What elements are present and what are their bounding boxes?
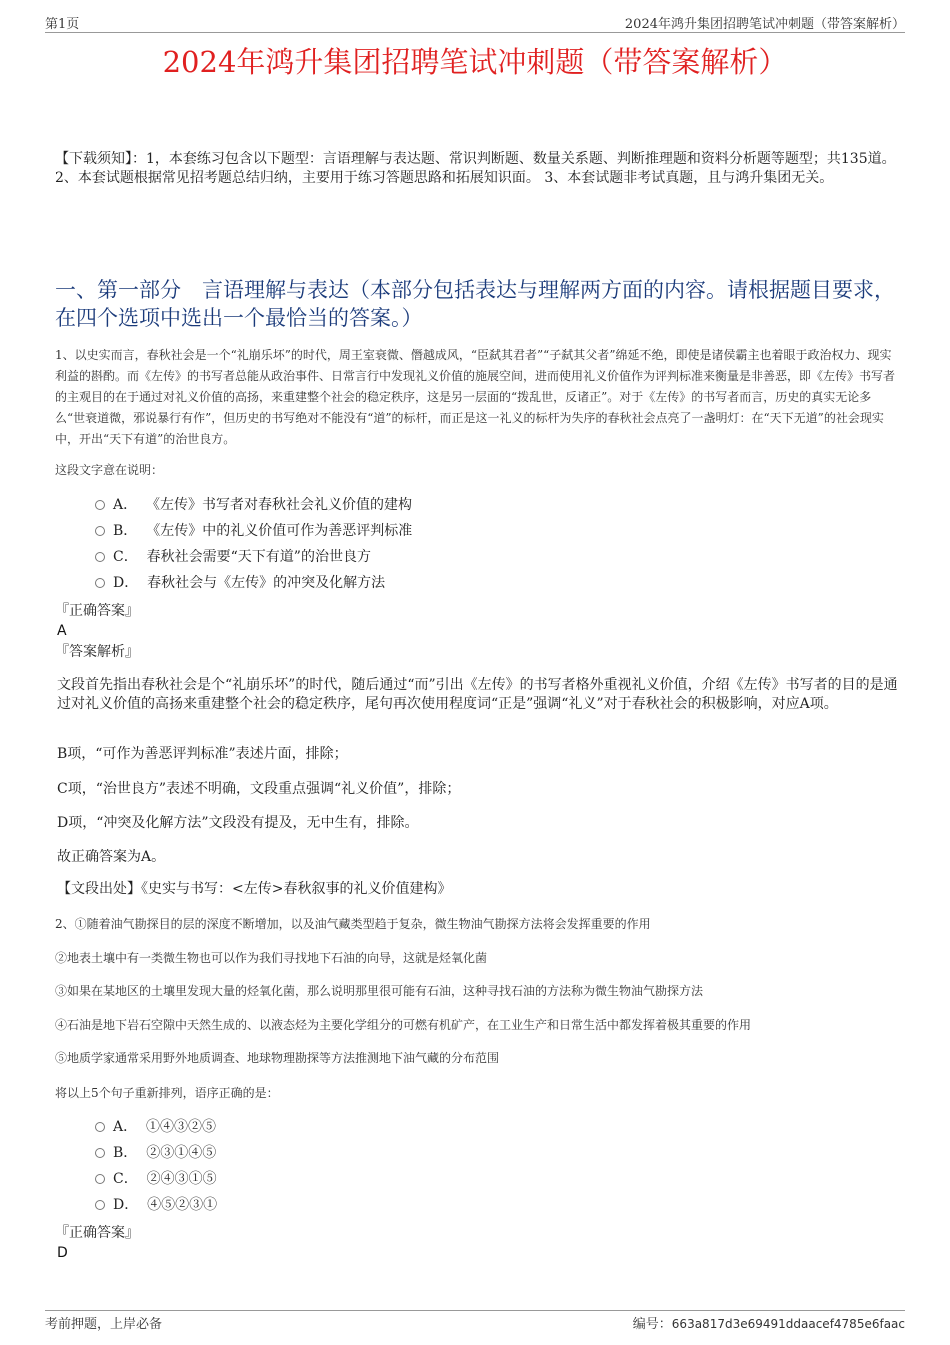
- q2-option-b[interactable]: B． ②③①④⑤: [95, 1143, 216, 1163]
- radio-icon[interactable]: [95, 578, 105, 588]
- download-notice: 【下载须知】：1，本套练习包含以下题型：言语理解与表达题、常识判断题、数量关系题、判断推理题和资料分析题等题型；共135道。 2、本套试题根据常见招考题总结归纳，主要用于练习答题思路和拓展知识面。 3、本套试题非考试真题，且与鸿升集团无关。: [55, 151, 896, 186]
- question-2-prompt: 将以上5个句子重新排列，语序正确的是：: [55, 1086, 279, 1100]
- q2-option-c[interactable]: C． ②④③①⑤: [95, 1169, 217, 1189]
- question-1-prompt: 这段文字意在说明：: [55, 463, 164, 477]
- question-2-line-5: ⑤地质学家通常采用野外地质调查、地球物理勘探等方法推测地下油气藏的分布范围: [55, 1051, 500, 1065]
- footer-code-label: 编号：: [632, 1317, 672, 1332]
- footer-code-value: 663a817d3e69491ddaacef4785e6faac: [671, 1317, 905, 1331]
- q1-option-c[interactable]: C． 春秋社会需要“天下有道”的治世良方: [95, 547, 371, 567]
- footer-slogan: 考前押题，上岸必备: [45, 1317, 163, 1332]
- q1-analysis-c: C项，“治世良方”表述不明确，文段重点强调“礼义价值”，排除；: [57, 781, 461, 797]
- question-1-stem: 1、以史实而言，春秋社会是一个“礼崩乐坏”的时代，周王室衰微、僭越成风，“臣弑其君者”“子弑其父者”绵延不绝，即使是诸侯霸主也着眼于政治权力、现实利益的斟酌。而《左传》的书写者总能从政治事件、日常言行中发现礼义价值的施展空间，进而使用礼义价值作为评判标准来衡量是非善恶，即《左传》书写者的主观目的在于通过对礼义价值的高扬，来重建整个社会的稳定秩序，这是另一层面的“拨乱世，反诸正”。对于《左传》的书写者而言，历史的真实无论多么“世衰道微，邪说暴行有作”，但历史的书写绝对不能没有“道”的标杆，而正是这一礼义的标杆为失序的春秋社会点亮了一盏明灯：在“天下无道”的社会现实中，开出“天下有道”的治世良方。: [55, 348, 896, 446]
- q1-source: 【文段出处】《史实与书写：<左传>春秋叙事的礼义价值建构》: [57, 881, 452, 897]
- question-2-line-2: ②地表土壤中有一类微生物也可以作为我们寻找地下石油的向导，这就是烃氧化菌: [55, 951, 488, 965]
- q1-analysis-b: B项，“可作为善恶评判标准”表述片面，排除；: [57, 746, 348, 762]
- q2-option-a[interactable]: A． ①④③②⑤: [95, 1117, 216, 1137]
- page-title: 2024年鸿升集团招聘笔试冲刺题（带答案解析）: [162, 45, 788, 79]
- footer-rule: [45, 1310, 905, 1311]
- radio-icon[interactable]: [95, 1174, 105, 1184]
- q2-answer: D: [57, 1245, 68, 1261]
- q1-answer-label: 『正确答案』: [55, 603, 139, 619]
- q1-analysis-main: 文段首先指出春秋社会是个“礼崩乐坏”的时代，随后通过“而”引出《左传》的书写者格外重视礼义价值，介绍《左传》书写者的目的是通过对礼义价值的高扬来重建整个社会的稳定秩序，尾句再次使用程度词“正是”强调“礼义”对于春秋社会的积极影响，对应A项。: [57, 677, 898, 712]
- footer-code: [633, 1313, 905, 1332]
- question-2-line-4: ④石油是地下岩石空隙中天然生成的、以液态烃为主要化学组分的可燃有机矿产，在工业生产和日常生活中都发挥着极其重要的作用: [55, 1018, 752, 1032]
- header-doc-name: 2024年鸿升集团招聘笔试冲刺题（带答案解析）: [624, 17, 905, 32]
- q1-analysis-d: D项，“冲突及化解方法”文段没有提及，无中生有，排除。: [57, 815, 419, 831]
- q1-answer: A: [57, 623, 67, 639]
- question-2-line-3: ③如果在某地区的土壤里发现大量的烃氧化菌，那么说明那里很可能有石油，这种寻找石油的方法称为微生物油气勘探方法: [55, 984, 704, 998]
- q2-answer-label: 『正确答案』: [55, 1225, 139, 1241]
- radio-icon[interactable]: [95, 526, 105, 536]
- q1-analysis-conclusion: 故正确答案为A。: [57, 849, 166, 865]
- q1-option-d[interactable]: D． 春秋社会与《左传》的冲突及化解方法: [95, 573, 385, 593]
- radio-icon[interactable]: [95, 1122, 105, 1132]
- q2-option-d[interactable]: D． ④⑤②③①: [95, 1195, 217, 1215]
- radio-icon[interactable]: [95, 500, 105, 510]
- header-rule: [45, 32, 905, 33]
- page-number: 第1页: [45, 17, 80, 32]
- radio-icon[interactable]: [95, 552, 105, 562]
- q1-option-a[interactable]: A． 《左传》书写者对春秋社会礼义价值的建构: [95, 495, 412, 515]
- q1-analysis-label: 『答案解析』: [55, 644, 139, 660]
- radio-icon[interactable]: [95, 1200, 105, 1210]
- q1-option-b[interactable]: B． 《左传》中的礼义价值可作为善恶评判标准: [95, 521, 412, 541]
- radio-icon[interactable]: [95, 1148, 105, 1158]
- question-2-line-1: 2、①随着油气勘探目的层的深度不断增加，以及油气藏类型趋于复杂，微生物油气勘探方法将会发挥重要的作用: [55, 917, 651, 931]
- section-heading: 一、第一部分 言语理解与表达（本部分包括表达与理解两方面的内容。请根据题目要求，在四个选项中选出一个最恰当的答案。）: [55, 278, 895, 330]
